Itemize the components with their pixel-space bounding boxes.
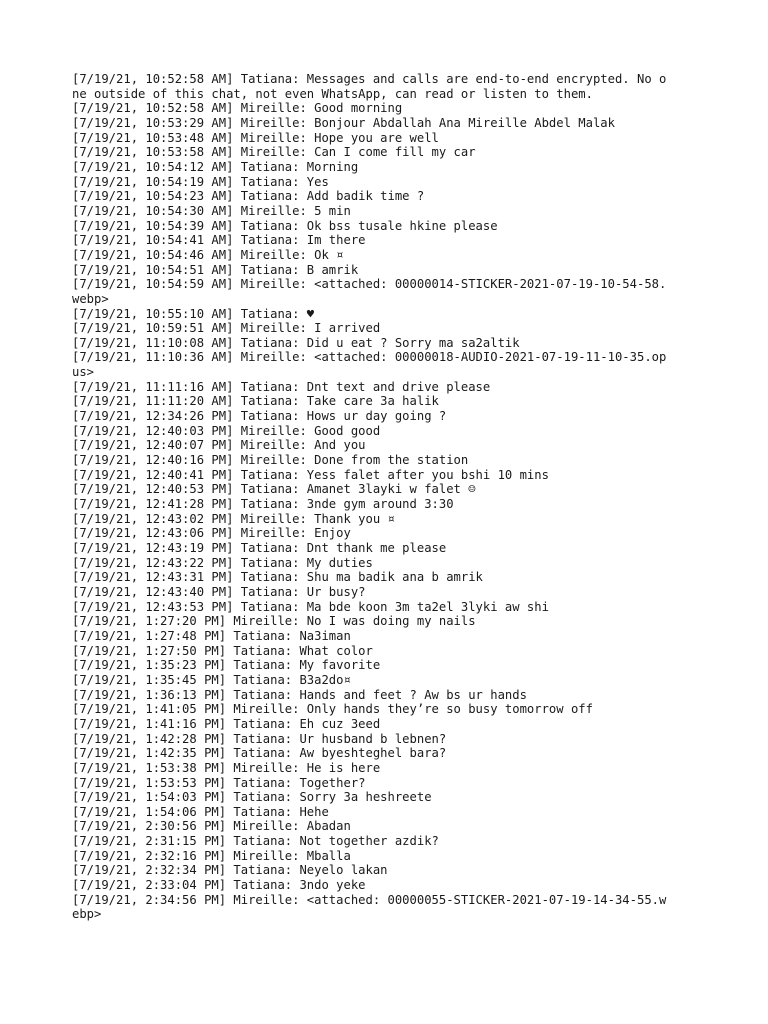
- chat-line: [7/19/21, 11:10:36 AM] Mireille: <attached: 00000018-AUDIO-2021-07-19-11-10-35.opus>: [72, 350, 667, 380]
- chat-line: [7/19/21, 11:10:08 AM] Tatiana: Did u eat ? Sorry ma sa2altik: [72, 335, 520, 350]
- chat-line: [7/19/21, 11:11:20 AM] Tatiana: Take care 3a halik: [72, 394, 439, 409]
- chat-line: [7/19/21, 1:41:05 PM] Mireille: Only hands they’re so busy tomorrow off: [72, 702, 593, 717]
- chat-line: [7/19/21, 1:36:13 PM] Tatiana: Hands and feet ? Aw bs ur hands: [72, 687, 527, 702]
- chat-line: [7/19/21, 12:40:07 PM] Mireille: And you: [72, 438, 366, 453]
- chat-line: [7/19/21, 12:43:06 PM] Mireille: Enjoy: [72, 526, 351, 541]
- chat-line: [7/19/21, 2:31:15 PM] Tatiana: Not together azdik?: [72, 834, 439, 849]
- chat-line: [7/19/21, 10:54:51 AM] Tatiana: B amrik: [72, 262, 359, 277]
- chat-line: [7/19/21, 10:54:59 AM] Mireille: <attached: 00000014-STICKER-2021-07-19-10-54-58.webp>: [72, 277, 667, 306]
- chat-line: [7/19/21, 10:52:58 AM] Tatiana: Messages and calls are end-to-end encrypted. No one outside of this chat, not even WhatsApp, can read or listen to them.: [72, 72, 667, 101]
- chat-line: [7/19/21, 10:54:41 AM] Tatiana: Im there: [72, 233, 366, 248]
- chat-line: [7/19/21, 10:54:39 AM] Tatiana: Ok bss tusale hkine please: [72, 218, 498, 233]
- chat-line: [7/19/21, 12:41:28 PM] Tatiana: 3nde gym around 3:30: [72, 497, 454, 512]
- chat-line: [7/19/21, 12:43:40 PM] Tatiana: Ur busy?: [72, 584, 366, 599]
- chat-line: [7/19/21, 10:53:48 AM] Mireille: Hope you are well: [72, 130, 439, 145]
- chat-line: [7/19/21, 12:43:22 PM] Tatiana: My duties: [72, 555, 373, 570]
- chat-line: [7/19/21, 10:55:10 AM] Tatiana: ♥: [72, 306, 315, 321]
- chat-line: [7/19/21, 12:40:16 PM] Mireille: Done from the station: [72, 453, 469, 468]
- chat-line: [7/19/21, 2:30:56 PM] Mireille: Abadan: [72, 819, 351, 834]
- chat-line: [7/19/21, 1:53:38 PM] Mireille: He is here: [72, 760, 381, 775]
- chat-line: [7/19/21, 2:32:16 PM] Mireille: Mballa: [72, 848, 351, 863]
- chat-line: [7/19/21, 1:42:28 PM] Tatiana: Ur husband b lebnen?: [72, 731, 447, 746]
- chat-line: [7/19/21, 12:43:19 PM] Tatiana: Dnt thank me please: [72, 541, 447, 555]
- chat-line: [7/19/21, 1:35:45 PM] Tatiana: B3a2do¤: [72, 672, 351, 687]
- chat-line: [7/19/21, 10:54:19 AM] Tatiana: Yes: [72, 174, 329, 189]
- chat-line: [7/19/21, 10:59:51 AM] Mireille: I arrived: [72, 321, 381, 336]
- chat-line: [7/19/21, 12:34:26 PM] Tatiana: Hows ur day going ?: [72, 409, 447, 424]
- chat-line: [7/19/21, 2:32:34 PM] Tatiana: Neyelo lakan: [72, 863, 388, 878]
- chat-line: [7/19/21, 10:53:29 AM] Mireille: Bonjour Abdallah Ana Mireille Abdel Malak: [72, 115, 615, 130]
- chat-line: [7/19/21, 1:54:03 PM] Tatiana: Sorry 3a heshreete: [72, 790, 432, 805]
- chat-line: [7/19/21, 12:43:31 PM] Tatiana: Shu ma badik ana b amrik: [72, 570, 483, 585]
- chat-line: [7/19/21, 2:33:04 PM] Tatiana: 3ndo yeke: [72, 878, 366, 893]
- chat-line: [7/19/21, 12:40:03 PM] Mireille: Good good: [72, 423, 381, 438]
- chat-line: [7/19/21, 12:40:53 PM] Tatiana: Amanet 3layki w falet ☺: [72, 482, 476, 497]
- chat-line: [7/19/21, 1:27:48 PM] Tatiana: Na3iman: [72, 628, 351, 643]
- chat-line: [7/19/21, 1:41:16 PM] Tatiana: Eh cuz 3eed: [72, 716, 381, 731]
- chat-line: [7/19/21, 11:11:16 AM] Tatiana: Dnt text and drive please: [72, 379, 491, 394]
- chat-transcript: [72, 72, 672, 922]
- chat-line: [7/19/21, 1:54:06 PM] Tatiana: Hehe: [72, 804, 329, 819]
- chat-line: [7/19/21, 1:35:23 PM] Tatiana: My favorite: [72, 658, 381, 673]
- chat-line: [7/19/21, 10:53:58 AM] Mireille: Can I come fill my car: [72, 145, 476, 160]
- chat-line: [7/19/21, 1:27:50 PM] Tatiana: What color: [72, 643, 373, 658]
- chat-line: [7/19/21, 1:53:53 PM] Tatiana: Together?: [72, 775, 366, 790]
- chat-line: [7/19/21, 2:34:56 PM] Mireille: <attached: 00000055-STICKER-2021-07-19-14-34-55.webp>: [72, 892, 667, 922]
- chat-line: [7/19/21, 12:43:02 PM] Mireille: Thank you ¤: [72, 511, 395, 526]
- chat-line: [7/19/21, 12:43:53 PM] Tatiana: Ma bde koon 3m ta2el 3lyki aw shi: [72, 599, 549, 614]
- chat-line: [7/19/21, 1:27:20 PM] Mireille: No I was doing my nails: [72, 614, 476, 629]
- chat-line: [7/19/21, 1:42:35 PM] Tatiana: Aw byeshteghel bara?: [72, 746, 447, 761]
- chat-line: [7/19/21, 10:54:23 AM] Tatiana: Add badik time ?: [72, 189, 425, 204]
- chat-line: [7/19/21, 10:52:58 AM] Mireille: Good morning: [72, 101, 403, 116]
- chat-line: [7/19/21, 10:54:30 AM] Mireille: 5 min: [72, 203, 351, 218]
- chat-line: [7/19/21, 10:54:46 AM] Mireille: Ok ¤: [72, 247, 344, 262]
- chat-line: [7/19/21, 10:54:12 AM] Tatiana: Morning: [72, 159, 359, 174]
- chat-line: [7/19/21, 12:40:41 PM] Tatiana: Yess falet after you bshi 10 mins: [72, 467, 549, 482]
